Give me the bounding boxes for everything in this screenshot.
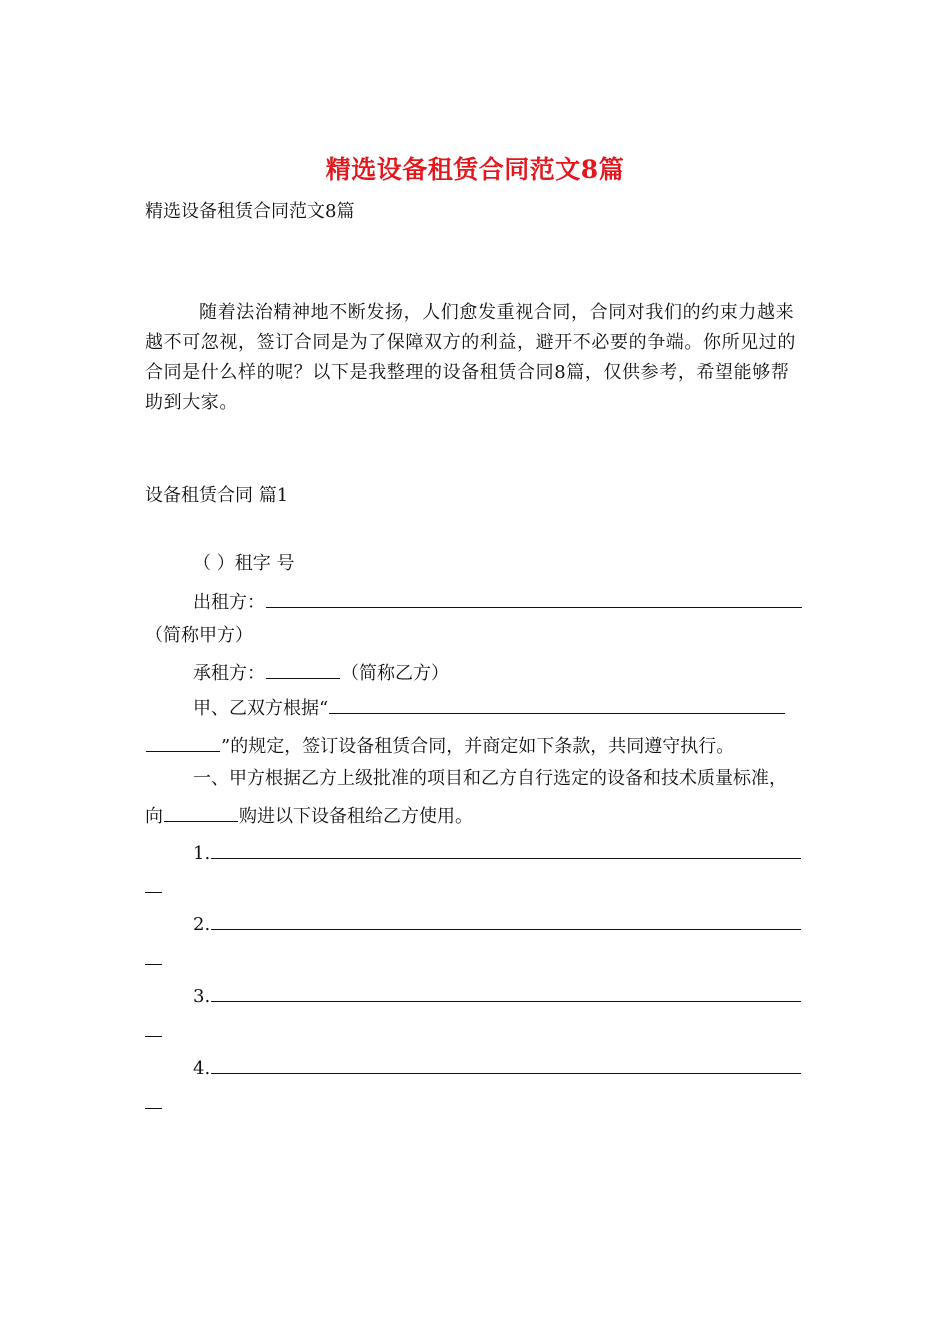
basis-continued [145,733,734,758]
item-number: 1. [193,843,211,864]
clause1-suffix: 购进以下设备租给乙方使用。 [239,806,473,827]
lessee-line [193,660,449,685]
item-blank[interactable] [211,1055,801,1074]
basis-blank-continued[interactable] [146,733,220,752]
basis-suffix: ”的规定，签订设备租赁合同，并商定如下条款，共同遵守执行。 [221,736,735,757]
item-blank[interactable] [211,840,801,859]
item-number: 2. [193,914,211,935]
item-number: 4. [193,1058,211,1079]
item-blank-tail [145,964,162,965]
basis-line [193,695,786,720]
basis-prefix: 甲、乙双方根据“ [193,698,329,719]
clause1-continued [145,803,473,828]
intro-paragraph: 随着法治精神地不断发扬，人们愈发重视合同，合同对我们的约束力越来越不可忽视，签订合同是为了保障双方的利益，避开不必要的争端。你所见过的合同是什么样的呢？以下是我整理的设备租赁合同8篇，仅供参考，希望能够帮助到大家。 [145,302,796,413]
lessor-blank[interactable] [266,589,802,608]
document-title: 精选设备租赁合同范文8篇 [325,155,625,184]
lessor-label: 出租方： [193,592,265,613]
item-blank-tail [145,1036,162,1037]
lessee-label: 承租方： [193,663,265,684]
item-number: 3. [193,986,211,1007]
supplier-blank[interactable] [164,803,238,822]
lessor-line [193,589,803,614]
item-blank[interactable] [211,983,801,1002]
clause1-prefix: 向 [145,806,163,827]
clause1-line: 一、甲方根据乙方上级批准的项目和乙方自行选定的设备和技术质量标准， [193,768,787,789]
item-blank[interactable] [211,911,801,930]
equipment-item-1 [193,840,802,865]
contract-number-line: （ ）租字 号 [193,553,295,574]
lessor-abbr: （简称甲方） [145,625,253,646]
document-subtitle: 精选设备租赁合同范文8篇 [145,201,355,222]
lessee-blank[interactable] [266,660,340,679]
item-blank-tail [145,892,162,893]
lessee-abbr: （简称乙方） [341,663,449,684]
item-blank-tail [145,1108,162,1109]
section-heading: 设备租赁合同 篇1 [145,485,289,506]
basis-blank[interactable] [329,695,785,714]
equipment-item-3 [193,983,802,1008]
equipment-item-4 [193,1055,802,1080]
equipment-item-2 [193,911,802,936]
